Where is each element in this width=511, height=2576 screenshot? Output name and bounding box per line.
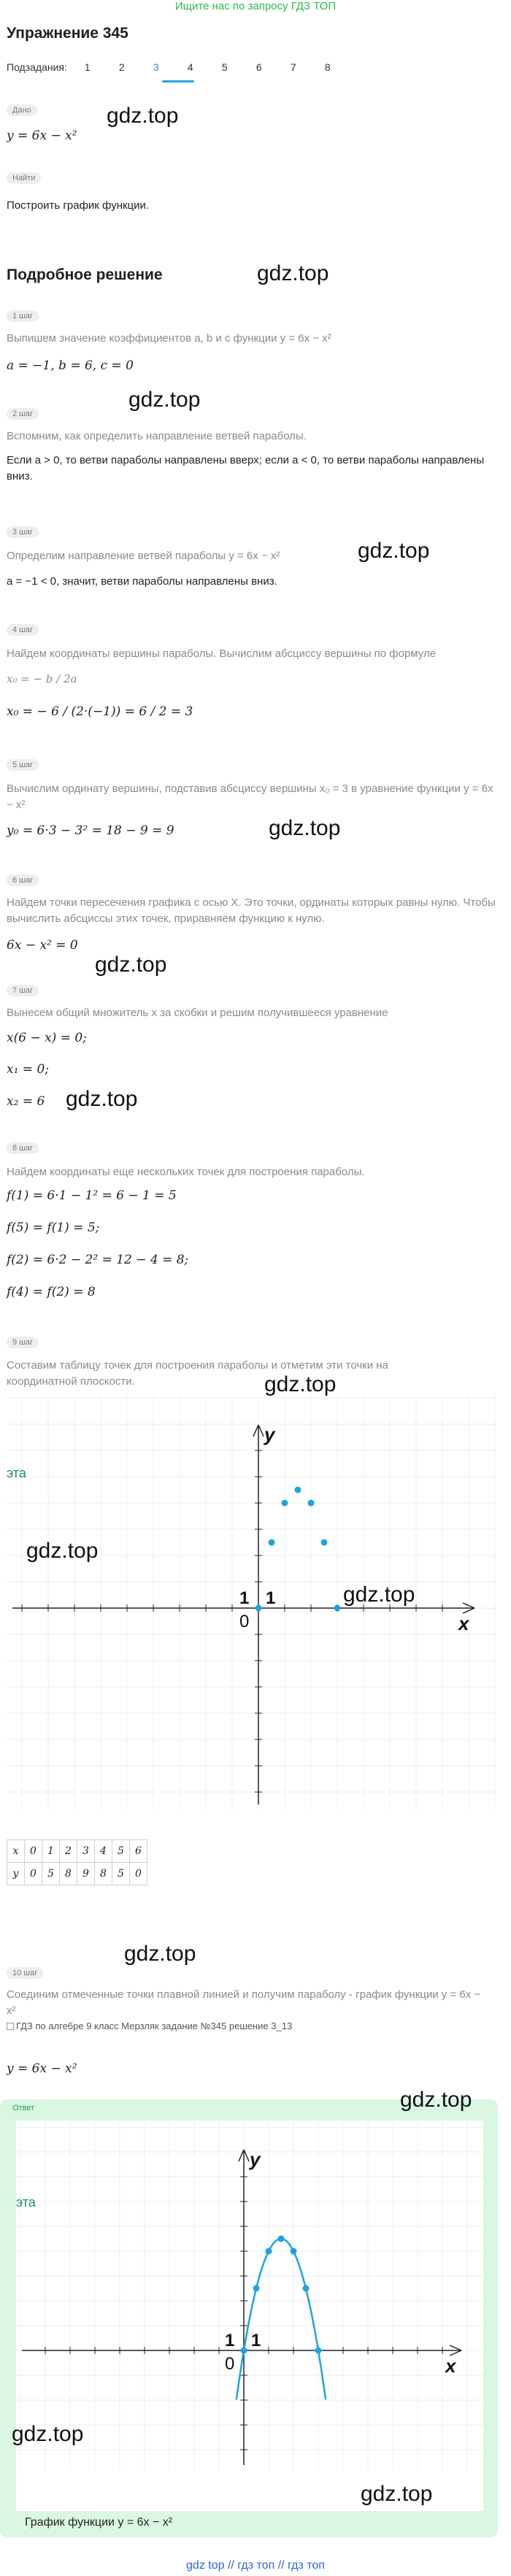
step-desc: Соединим отмеченные точки плавной линией и получим параболу - график функции y = 6x − x² (7, 1988, 481, 2017)
unit-label-x: 1 (251, 2331, 261, 2350)
watermark: gdz.top (269, 816, 341, 840)
x-axis-label: x (445, 2355, 456, 2377)
step-desc: Найдем координаты вершины параболы. Вычислим абсциссу вершины по формуле (7, 647, 437, 660)
step-desc: Вынесем общий множитель x за скобки и решим получившееся уравнение (7, 1007, 388, 1019)
origin-label: 0 (239, 1612, 250, 1631)
origin-label: 0 (225, 2354, 235, 2374)
step-desc: Найдем координаты еще нескольких точек для построения параболы. (7, 1166, 365, 1178)
data-point (295, 1487, 301, 1493)
step-formula: a = −1, b = 6, c = 0 (7, 358, 134, 373)
table-cell: 8 (60, 1863, 77, 1885)
table-row (7, 1863, 147, 1885)
broken-image-alt: ГДЗ по алгебре 9 класс Мерзляк задание №345 решение 3_13 (16, 2021, 293, 2031)
watermark: gdz.top (400, 2088, 472, 2112)
data-point (253, 2285, 260, 2292)
subtask-tab-4[interactable]: 4 (187, 61, 193, 73)
step-desc: Найдем точки пересечения графика с осью X. Это точки, ординаты которых равны нулю. Чтобы вычислить абсциссы этих точек, приравняем функцию к нулю. (7, 896, 496, 925)
step-desc: Составим таблицу точек для построения параболы и отметим эти точки на координатной плоскости. (7, 1359, 388, 1388)
subtasks-label: Подзадания: (7, 61, 67, 73)
unit-label-x: 1 (266, 1588, 276, 1608)
watermark: gdz.top (257, 261, 329, 285)
step-formula: 6x − x² = 0 (7, 938, 78, 953)
table-cell: 5 (112, 1840, 130, 1863)
watermark: gdz.top (128, 388, 201, 412)
step-desc: Определим направление ветвей параболы y = 6x − x² (7, 550, 280, 562)
watermark: gdz.top (12, 2422, 84, 2446)
broken-image-icon (7, 2023, 14, 2030)
subtask-tab-1[interactable]: 1 (84, 61, 91, 73)
data-point (241, 2348, 247, 2354)
subtask-tab-5[interactable]: 5 (221, 61, 228, 73)
table-cell: 5 (42, 1863, 60, 1885)
footer-links[interactable]: gdz top // гдз топ // гдз топ (186, 2559, 325, 2572)
step-desc: Вспомним, как определить направление ветвей параболы. (7, 430, 307, 442)
table-cell: 8 (95, 1863, 112, 1885)
table-cell: 4 (95, 1840, 112, 1863)
step-line: f(2) = 6·2 − 2² = 12 − 4 = 8; (7, 1253, 189, 1267)
subtask-tab-7[interactable]: 7 (290, 61, 296, 73)
step-line: f(5) = f(1) = 5; (7, 1220, 100, 1235)
top-link[interactable]: Ищите нас по запросу ГДЗ ТОП (174, 0, 337, 12)
watermark: gdz.top (264, 1372, 337, 1396)
step-formula: x₀ = − 6 / (2·(−1)) = 6 / 2 = 3 (7, 704, 193, 719)
step-line: f(1) = 6·1 − 1² = 6 − 1 = 5 (7, 1188, 177, 1203)
table-cell: 0 (25, 1840, 42, 1863)
active-tab-indicator (162, 80, 194, 82)
step-badge: 4 шаг (7, 624, 39, 636)
data-point (269, 1539, 275, 1546)
solution-title: Подробное решение (7, 266, 163, 283)
unit-label-y: 1 (225, 2331, 235, 2350)
data-point (321, 1539, 328, 1546)
find-text: Построить график функции. (7, 199, 150, 212)
given-formula: y = 6x − x² (7, 128, 77, 143)
step-line: f(4) = f(2) = 8 (7, 1285, 96, 1299)
table-cell: y (7, 1863, 25, 1885)
watermark: gdz.top (26, 1539, 99, 1563)
x-axis-label: x (458, 1612, 469, 1634)
watermark: gdz.top (361, 2482, 433, 2506)
step-badge: 6 шаг (7, 874, 39, 886)
table-cell: 1 (42, 1840, 60, 1863)
step-desc: Выпишем значение коэффициентов a, b и c функции y = 6x − x² (7, 332, 331, 345)
step-badge: 3 шаг (7, 526, 39, 538)
watermark: gdz.top (66, 1087, 138, 1111)
subtask-tab-2[interactable]: 2 (118, 61, 125, 73)
data-point (291, 2248, 297, 2255)
points-graph (7, 1396, 496, 1810)
step-badge: 1 шаг (7, 310, 39, 322)
data-point (303, 2285, 310, 2292)
cut-label: эта (7, 1466, 26, 1480)
answer-badge: Ответ (7, 2102, 40, 2114)
step-badge: 7 шаг (7, 985, 39, 996)
find-badge: Найти (7, 172, 41, 184)
table-cell: 2 (60, 1840, 77, 1863)
step-formula-gray: x₀ = − b / 2a (7, 672, 77, 685)
watermark: gdz.top (107, 104, 179, 128)
answer-caption: График функции y = 6x − x² (25, 2516, 173, 2529)
step-formula: y₀ = 6·3 − 3² = 18 − 9 = 9 (7, 823, 174, 838)
step-text: Если a > 0, то ветви параболы направлены вверх; если a < 0, то ветви параболы направлены вниз. (7, 454, 485, 482)
cut-label: эта (16, 2195, 36, 2210)
table-cell: x (7, 1840, 25, 1863)
step-formula: y = 6x − x² (7, 2061, 77, 2076)
data-point (278, 2236, 285, 2242)
step-desc: Вычислим ординату вершины, подставив абсциссу вершины x₀ = 3 в уравнение функции y = 6x − x² (7, 783, 493, 811)
watermark: gdz.top (124, 1942, 196, 1966)
data-point (308, 1500, 315, 1507)
broken-image (7, 2021, 481, 2031)
watermark: gdz.top (95, 953, 167, 977)
table-cell: 0 (130, 1863, 147, 1885)
table-cell: 0 (25, 1863, 42, 1885)
data-point (315, 2348, 322, 2354)
step-line: x₁ = 0; (7, 1062, 49, 1077)
data-point (256, 1605, 262, 1612)
step-badge: 8 шаг (7, 1142, 39, 1154)
table-cell: 5 (112, 1863, 130, 1885)
step-badge: 10 шаг (7, 1967, 43, 1979)
step-text: a = −1 < 0, значит, ветви параболы направлены вниз. (7, 575, 277, 588)
data-point (282, 1500, 288, 1507)
step-line: x(6 − x) = 0; (7, 1031, 87, 1045)
subtask-tab-8[interactable]: 8 (324, 61, 331, 73)
table-row (7, 1840, 147, 1863)
data-point (266, 2248, 272, 2255)
unit-label-y: 1 (239, 1588, 250, 1608)
points-table (7, 1839, 147, 1885)
page-title: Упражнение 345 (7, 25, 128, 42)
subtask-tab-3[interactable]: 3 (153, 61, 159, 73)
step-badge: 5 шаг (7, 759, 39, 771)
watermark: gdz.top (358, 539, 430, 563)
given-badge: Дано (7, 104, 37, 116)
step-badge: 2 шаг (7, 408, 39, 420)
subtasks-nav (7, 61, 359, 73)
parabola-graph (16, 2121, 483, 2471)
step-line: x₂ = 6 (7, 1094, 45, 1109)
y-axis-label: y (264, 1423, 275, 1445)
subtask-tab-6[interactable]: 6 (256, 61, 262, 73)
step-badge: 9 шаг (7, 1337, 39, 1348)
table-cell: 9 (77, 1863, 95, 1885)
table-cell: 6 (130, 1840, 147, 1863)
data-point (334, 1605, 341, 1612)
table-cell: 3 (77, 1840, 95, 1863)
watermark: gdz.top (343, 1583, 415, 1607)
y-axis-label: y (250, 2148, 261, 2170)
